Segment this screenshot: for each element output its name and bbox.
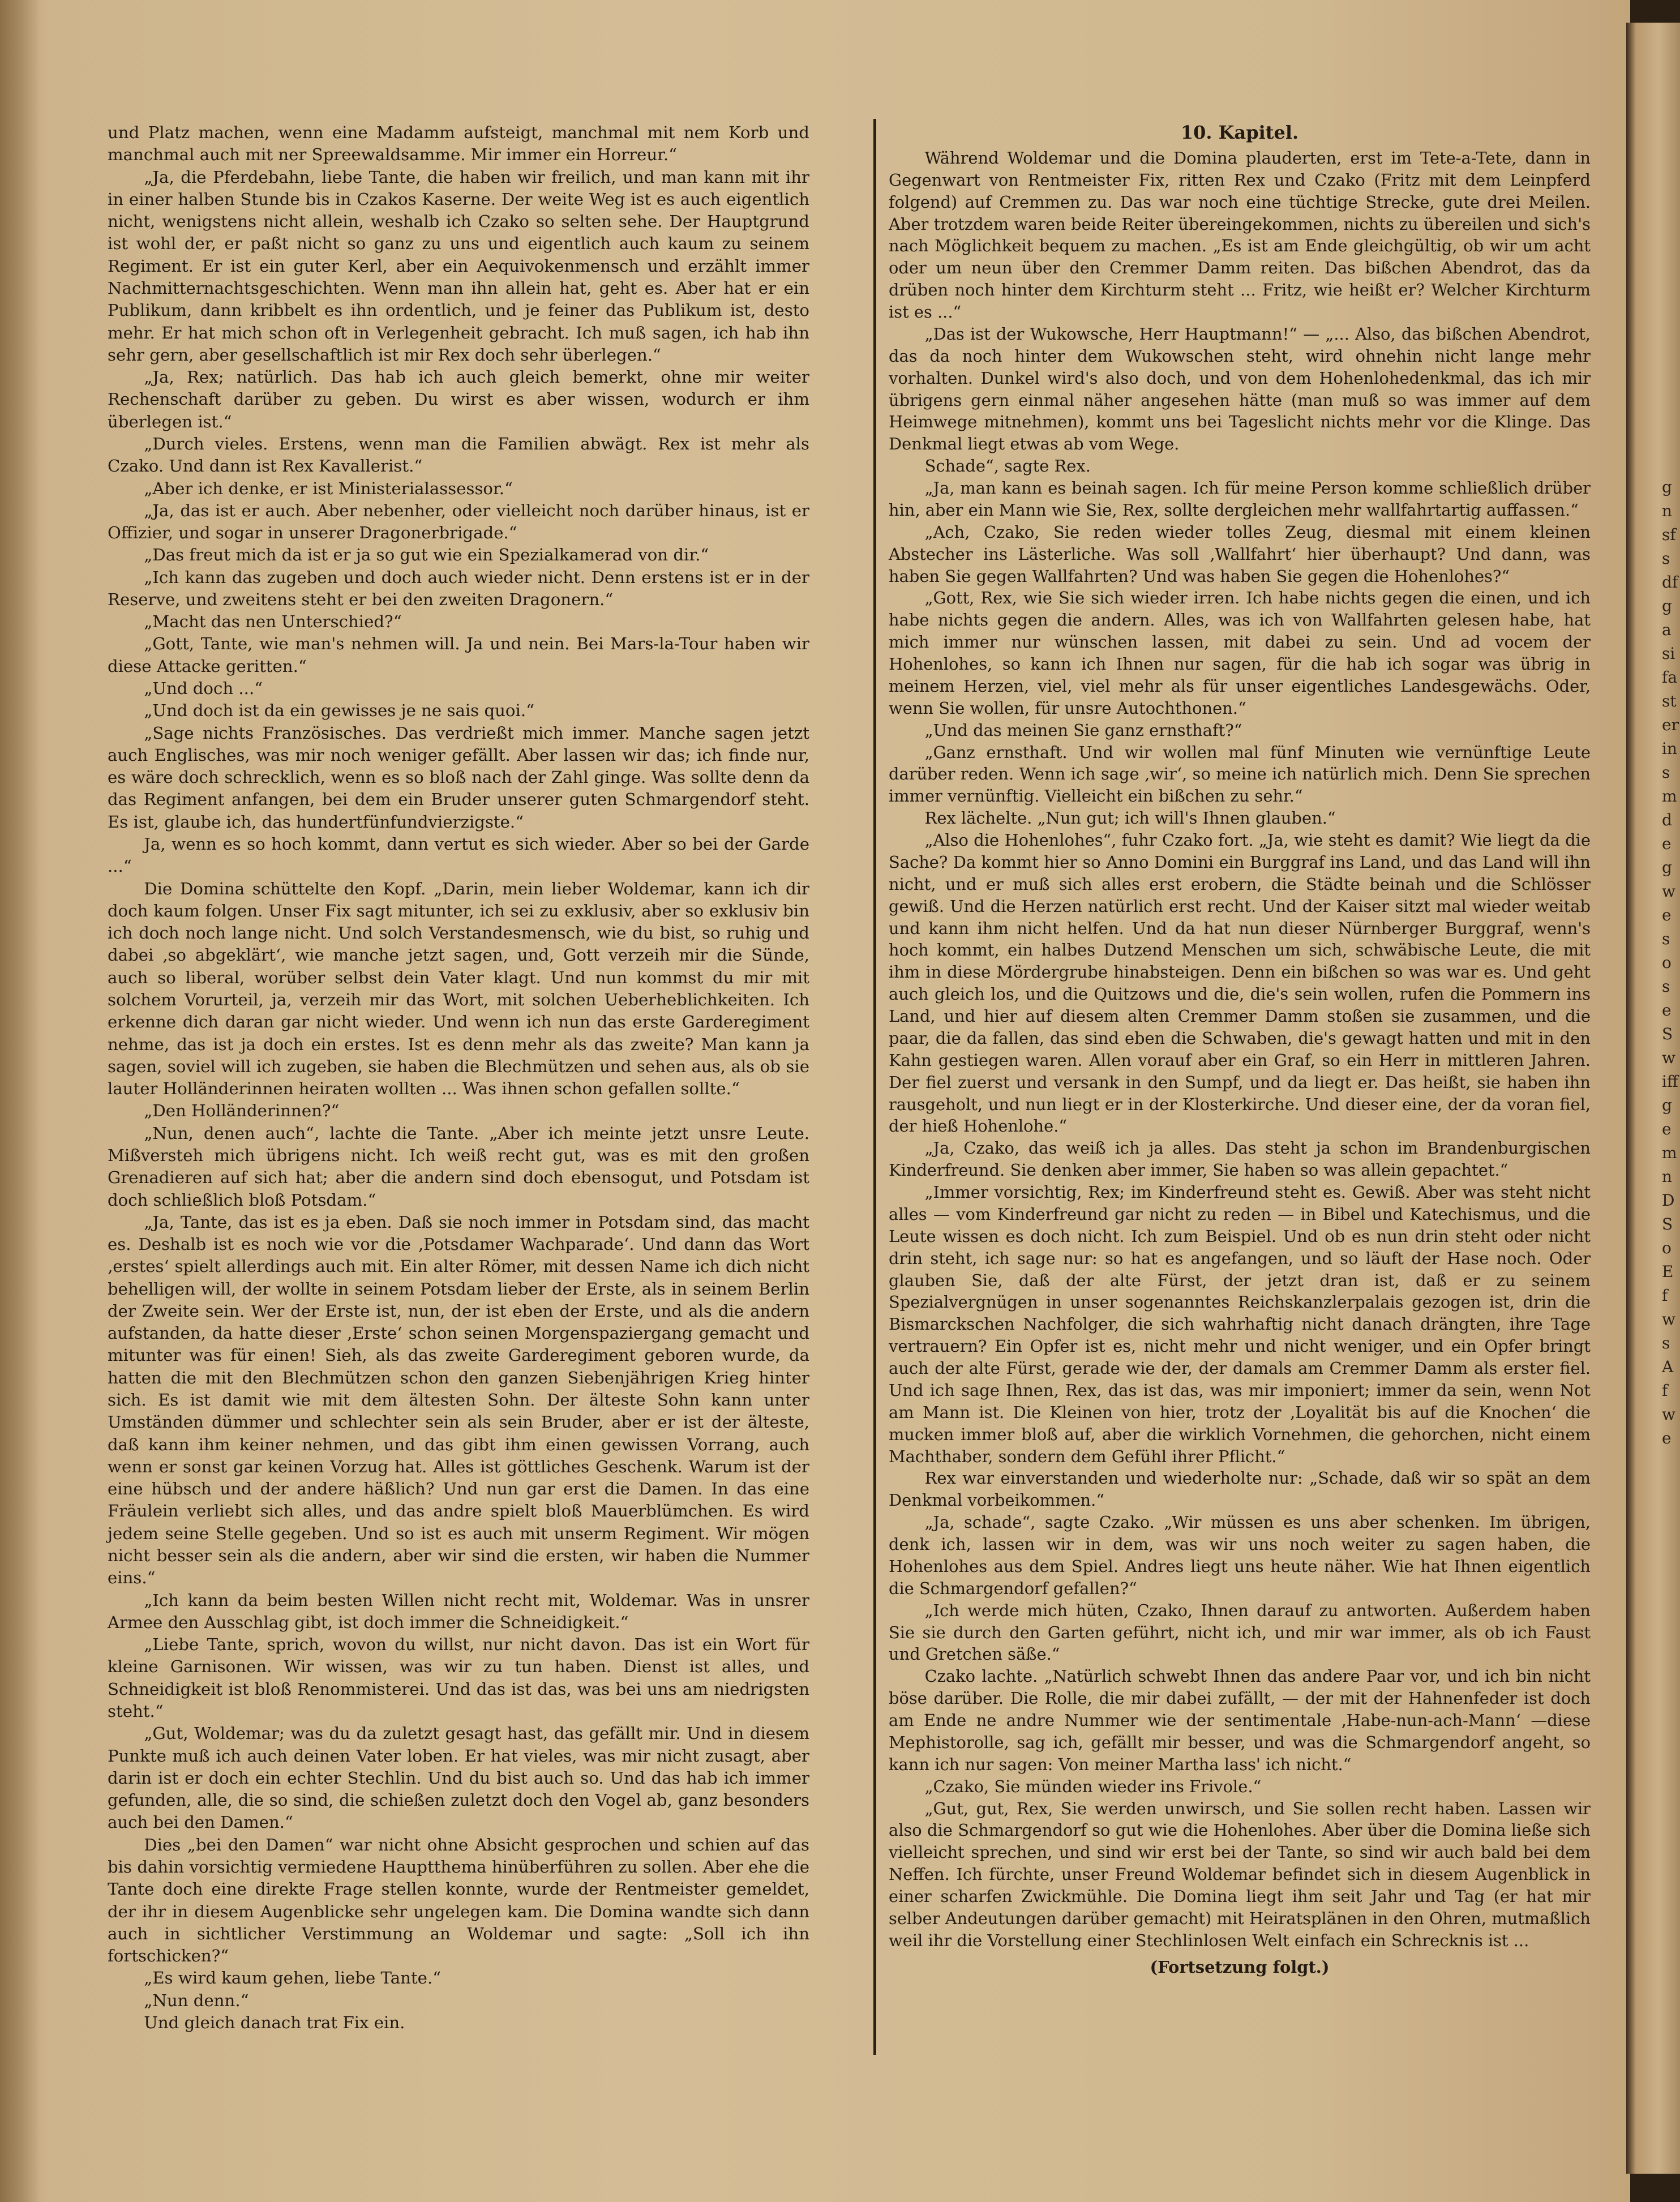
paragraph: Rex war einverstanden und wiederholte nur: „Schade, daß wir so spät an dem Denkmal vorbeikommen.“ (889, 1468, 1591, 1510)
paragraph: „Gott, Tante, wie man's nehmen will. Ja und nein. Bei Mars-la-Tour haben wir diese Attacke geritten.“ (108, 634, 809, 676)
paragraph: „Ja, Tante, das ist es ja eben. Daß sie noch immer in Potsdam sind, das macht es. Deshalb ist es noch wie vor die ‚Potsdamer Wachparade‘. Und dann das Wort ‚erstes‘ spielt allerdings auch mit. Ein alter Römer, mit dessen Name ich dich nicht behelligen will, der wollte in seinem Potsdam lieber der Erste, als in seinem Berlin der Zweite sein. Wer der Erste ist, nun, der ist eben der Erste, und als die andern aufstanden, da hatte dieser ‚Erste‘ schon seinen Morgenspaziergang gemacht und mitunter was für einen! Sieh, als das zweite Garderegiment geboren wurde, da hatten die mit den Blechmützen schon den ganzen Siebenjährigen Krieg hinter sich. Es ist damit wie mit dem ältesten Sohn. Der älteste Sohn kann unter Umständen dümmer und schlechter sein als sein Bruder, aber er ist der älteste, daß kann ihm keiner nehmen, und das gibt ihm einen gewissen Vorrang, auch wenn er sonst gar keinen Vorzug hat. Alles ist göttliches Geschenk. Warum ist der eine hübsch und der andere häßlich? Und nun gar erst die Damen. In das eine Fräulein verliebt sich alles, und das andre spielt bloß Mauerblümchen. Es wird jedem seine Stelle gegeben. Und so ist es auch mit unserm Regiment. Wir mögen nicht besser sein als die andern, aber wir sind die ersten, wir haben die Nummer eins.“ (108, 1212, 809, 1588)
paragraph: Während Woldemar und die Domina plauderten, erst im Tete-a-Tete, dann in Gegenwart von Rentmeister Fix, ritten Rex und Czako (Fritz mit dem Leinpferd folgend) auf Cremmen zu. Das war noch eine tüchtige Strecke, gute drei Meilen. Aber trotzdem waren beide Reiter übereingekommen, nichts zu übereilen und sich's nach Möglichkeit bequem zu machen. „Es ist am Ende gleichgültig, ob wir um acht oder um neun über den Cremmer Damm reiten. Das bißchen Abendrot, das da drüben noch hinter dem Kirchturm steht ... Fritz, wie heißt er? Welcher Kirchturm ist es ...“ (889, 148, 1591, 322)
continuation-note: (Fortsetzung folgt.) (1150, 1957, 1330, 1977)
paragraph: „Und doch ...“ (144, 679, 263, 699)
paragraph: „Czako, Sie münden wieder ins Frivole.“ (924, 1776, 1262, 1796)
paragraph: „Gut, gut, Rex, Sie werden unwirsch, und Sie sollen recht haben. Lassen wir also die Schmargendorf so gut wie die Hohenlohes. Aber über die Domina ließe sich vielleicht sprechen, und sind wir erst bei der Tante, so sind wir auch bald bei dem Neffen. Ich fürchte, unser Freund Woldemar befindet sich in diesem Augenblick in einer scharfen Zwickmühle. Die Domina liegt ihm seit Jahr und Tag (er hat mir selber Andeutungen darüber gemacht) mit Heiratsplänen in den Ohren, mutmaßlich weil ihr die Vorstellung einer Stechlinlosen Welt einfach ein Schrecknis ist ... (889, 1798, 1591, 1950)
paragraph: „Ja, die Pferdebahn, liebe Tante, die haben wir freilich, und man kann mit ihr in einer halben Stunde bis in Czakos Kaserne. Der weite Weg ist es auch eigentlich nicht, wenigstens nicht allein, weshalb ich Czako so selten sehe. Der Hauptgrund ist wohl der, er paßt nicht so ganz zu uns und eigentlich auch kaum zu seinem Regiment. Er ist ein guter Kerl, aber ein Aequivokenmensch und erzählt immer Nachmitternachtsgeschichten. Wenn man ihn allein hat, geht es. Aber hat er ein Publikum, dann kribbelt es ihn ordentlich, und je feiner das Publikum ist, desto mehr. Er hat mich schon oft in Verlegenheit gebracht. Ich muß sagen, ich hab ihn sehr gern, aber gesellschaftlich ist mir Rex doch sehr überlegen.“ (108, 167, 809, 365)
paragraph: „Das ist der Wukowsche, Herr Hauptmann!“ — „... Also, das bißchen Abendrot, das da noch hinter dem Wukowschen steht, wird ohnehin nicht lange mehr vorhalten. Dunkel wird's also doch, und von dem Hohenlohedenkmal, das ich mir übrigens gern einmal näher angesehen hätte (man muß so was immer auf dem Heimwege mitnehmen), kommt uns bei Tageslicht nichts mehr vor die Klinge. Das Denkmal liegt etwas ab vom Wege. (889, 324, 1591, 454)
paragraph: „Ganz ernsthaft. Und wir wollen mal fünf Minuten wie vernünftige Leute darüber reden. Wenn ich sage ‚wir‘, so meine ich natürlich mich. Denn Sie sprechen immer vernünftig. Vielleicht ein bißchen zu sehr.“ (889, 742, 1591, 806)
paragraph: „Nun, denen auch“, lachte die Tante. „Aber ich meinte jetzt unsre Leute. Mißversteh mich übrigens nicht. Ich weiß recht gut, was es mit den großen Grenadieren auf sich hat; aber die andern sind doch ebensogut, und Potsdam ist doch schließlich bloß Potsdam.“ (108, 1123, 809, 1210)
paragraph: „Ja, das ist er auch. Aber nebenher, oder vielleicht noch darüber hinaus, ist er Offizier, und sogar in unserer Dragonerbrigade.“ (108, 500, 809, 543)
paragraph: „Immer vorsichtig, Rex; im Kinderfreund steht es. Gewiß. Aber was steht nicht alles — vom Kinderfreund gar nicht zu reden — in Bibel und Katechismus, und die Leute wissen es doch nicht. Ich zum Beispiel. Und ob es nun drin steht oder nicht drin steht, ich sage nur: so hat es angefangen, und so läuft der Hase noch. Oder glauben Sie, daß der alte Fürst, der jetzt dran ist, daß er zu seinem Spezialvergnügen in unser sogenanntes Reichskanzlerpalais gezogen ist, drin die Bismarckschen Nachfolger, die sich wahrhaftig nicht danach drängten, ihre Tage vertrauern? Ein Opfer ist es, nicht mehr und nicht weniger, und ein Opfer bringt auch der alte Fürst, gerade wie der, der damals am Cremmer Damm als erster fiel. Und ich sage Ihnen, Rex, das ist das, was mir imponiert; immer da sein, wenn Not am Mann ist. Die Kleinen von hier, trotz der ‚Loyalität bis auf die Knochen‘ die mucken immer bloß auf, aber die wirklich Vornehmen, die gehorchen, nicht einem Machthaber, sondern dem Gefühl ihrer Pflicht.“ (889, 1183, 1591, 1466)
paragraph: „Durch vieles. Erstens, wenn man die Familien abwägt. Rex ist mehr als Czako. Und dann ist Rex Kavallerist.“ (108, 434, 809, 476)
paragraph: „Ja, man kann es beinah sagen. Ich für meine Person komme schließlich drüber hin, aber ein Mann wie Sie, Rex, sollte dergleichen mehr wallfahrtartig auffassen.“ (889, 478, 1591, 520)
paragraph: „Und das meinen Sie ganz ernsthaft?“ (924, 720, 1242, 740)
paragraph: Ja, wenn es so hoch kommt, dann vertut es sich wieder. Aber so bei der Garde ...“ (108, 834, 809, 876)
paragraph: „Es wird kaum gehen, liebe Tante.“ (144, 1968, 442, 1988)
paragraph: „Sage nichts Französisches. Das verdrießt mich immer. Manche sagen jetzt auch Englisches, was mir noch weniger gefällt. Aber lassen wir das; ich finde nur, es wäre doch schrecklich, wenn es so bloß nach der Zahl ginge. Was sollte denn da das Regiment anfangen, bei dem ein Bruder unserer guten Schmargendorf steht. Es ist, glaube ich, das hundertfünfundvierzigste.“ (108, 723, 809, 832)
paragraph: „Und doch ist da ein gewisses je ne sais quoi.“ (144, 701, 535, 721)
binding-shadow (0, 0, 40, 2202)
paragraph: „Aber ich denke, er ist Ministerialassessor.“ (144, 478, 513, 498)
paragraph: „Den Holländerinnen?“ (144, 1101, 340, 1121)
right-column (889, 122, 1591, 1978)
paragraph: „Also die Hohenlohes“, fuhr Czako fort. „Ja, wie steht es damit? Wie liegt da die Sache? Da kommt hier so Anno Domini ein Burggraf ins Land, und das Land will ihn nicht, und er muß sich alles erst erobern, die Städte beinah und die Schlösser gewiß. Und die Herzen natürlich erst recht. Und der Kaiser sitzt mal wieder weitab und kann ihm nicht helfen. Und da hat nun dieser Nürnberger Burggraf, wenn's hoch kommt, ein halbes Dutzend Menschen um sich, schwäbische Leute, die mit ihm in diese Mördergrube hinabsteigen. Denn ein bißchen so was war es. Und geht auch gleich los, und die Quitzows und die, die's sein wollen, rufen die Pommern ins Land, und hier auf diesem alten Cremmer Damm stoßen sie zusammen, und die paar, die da fallen, das sind eben die Schwaben, die's gewagt hatten und mit in den Kahn gestiegen waren. Allen vorauf aber ein Graf, so ein Herr in mittleren Jahren. Der fiel zuerst und versank in den Sumpf, und da liegt er. Das heißt, sie haben ihn rausgeholt, und nun liegt er in der Klosterkirche. Und dieser eine, der da voran fiel, der hieß Hohenlohe.“ (889, 830, 1591, 1136)
paragraph: „Liebe Tante, sprich, wovon du willst, nur nicht davon. Das ist ein Wort für kleine Garnisonen. Wir wissen, was wir zu tun haben. Dienst ist alles, und Schneidigkeit ist bloß Renommisterei. Und das ist das, was bei uns am niedrigsten steht.“ (108, 1635, 809, 1721)
paragraph: „Ich kann da beim besten Willen nicht recht mit, Woldemar. Was in unsrer Armee den Ausschlag gibt, ist doch immer die Schneidigkeit.“ (108, 1590, 809, 1632)
paragraph: Rex lächelte. „Nun gut; ich will's Ihnen glauben.“ (924, 808, 1336, 828)
left-column (108, 122, 809, 2034)
paragraph: Und gleich danach trat Fix ein. (144, 2012, 405, 2032)
next-page-edge-text: gnsfsdfgasifasterinsmdegwesoseSwiffgemnDSoEfwsAfwe (1662, 478, 1679, 1447)
paragraph: „Ja, Czako, das weiß ich ja alles. Das steht ja schon im Brandenburgischen Kinderfreund. Sie denken aber immer, Sie haben so was allein gepachtet.“ (889, 1138, 1591, 1180)
paragraph: Die Domina schüttelte den Kopf. „Darin, mein lieber Woldemar, kann ich dir doch kaum folgen. Unser Fix sagt mitunter, ich sei zu exklusiv, aber so exklusiv bin ich doch noch lange nicht. Und solch Verstandesmensch, wie du bist, so ruhig und dabei ‚so abgeklärt‘, wie manche jetzt sagen, und, Gott verzeih mir die Sünde, auch so liberal, worüber selbst dein Vater klagt. Und nun kommst du mir mit solchem Vorurteil, ja, verzeih mir das Wort, mit solchen Ueberheblichkeiten. Ich erkenne dich daran gar nicht wieder. Und wenn ich nun das erste Garderegiment nehme, das ist ja doch ein erstes. Ist es denn mehr als das zweite? Man kann ja sagen, soviel will ich zugeben, sie haben die Blechmützen und sehen aus, als ob sie lauter Holländerinnen heiraten wollten ... Was ihnen schon gefallen sollte.“ (108, 879, 809, 1099)
paragraph: „Ich kann das zugeben und doch auch wieder nicht. Denn erstens ist er in der Reserve, und zweitens steht er bei den zweiten Dragonern.“ (108, 567, 809, 609)
paragraph: „Ich werde mich hüten, Czako, Ihnen darauf zu antworten. Außerdem haben Sie sie durch den Garten geführt, nicht ich, und mir war immer, als ob ich Faust und Gretchen säße.“ (889, 1600, 1591, 1664)
paragraph: Dies „bei den Damen“ war nicht ohne Absicht gesprochen und schien auf das bis dahin vorsichtig vermiedene Hauptthema hinüberführen zu sollen. Aber ehe die Tante doch eine direkte Frage stellen konnte, wurde der Rentmeister gemeldet, der ihr in diesem Augenblicke sehr ungelegen kam. Die Domina wandte sich dann auch in sichtlicher Verstimmung an Woldemar und sagte: „Soll ich ihn fortschicken?“ (108, 1835, 809, 1966)
paragraph: „Das freut mich da ist er ja so gut wie ein Spezialkamerad von dir.“ (144, 545, 709, 565)
next-page-edge (1626, 23, 1680, 2174)
paragraph: „Gut, Woldemar; was du da zuletzt gesagt hast, das gefällt mir. Und in diesem Punkte muß ich auch deinen Vater loben. Er hat vieles, was mir nicht zusagt, aber darin ist er doch ein echter Stechlin. Und du bist auch so. Und das hab ich immer gefunden, alle, die so sind, die schießen zuletzt doch den Vogel ab, ganz besonders auch bei den Damen.“ (108, 1724, 809, 1832)
chapter-title: 10. Kapitel. (1180, 122, 1299, 143)
paragraph: „Macht das nen Unterschied?“ (144, 612, 402, 632)
paragraph: „Ja, schade“, sagte Czako. „Wir müssen es uns aber schenken. Im übrigen, denk ich, lassen wir in dem, was wir uns noch weiter zu sagen haben, die Hohenlohes aus dem Spiel. Andres liegt uns heute näher. Wie hat Ihnen eigentlich die Schmargendorf gefallen?“ (889, 1513, 1591, 1598)
paragraph: Schade“, sagte Rex. (924, 456, 1091, 476)
right-column-body (889, 147, 1591, 1952)
paragraph: „Nun denn.“ (144, 1990, 249, 2010)
column-divider (873, 119, 876, 2055)
paragraph: „Ja, Rex; natürlich. Das hab ich auch gleich bemerkt, ohne mir weiter Rechenschaft darüber zu geben. Du wirst es aber wissen, wodurch er ihm überlegen ist.“ (108, 367, 809, 431)
paragraph: „Gott, Rex, wie Sie sich wieder irren. Ich habe nichts gegen die einen, und ich habe nichts gegen die andern. Alles, was ich von Wallfahrten gelesen habe, hat mich immer nur wünschen lassen, mit dabei zu sein. Und ad vocem der Hohenlohes, so kann ich Ihnen nur sagen, für die hab ich sogar was übrig in meinem Herzen, viel, viel mehr als für unser eigentliches Landesgewächs. Oder, wenn Sie wollen, für unsre Autochthonen.“ (889, 588, 1591, 718)
paragraph: „Ach, Czako, Sie reden wieder tolles Zeug, diesmal mit einem kleinen Abstecher ins Lästerliche. Was soll ‚Wallfahrt‘ hier überhaupt? Und dann, was haben Sie gegen Wallfahrten? Und was haben Sie gegen die Hohenlohes?“ (889, 522, 1591, 586)
paragraph: und Platz machen, wenn eine Madamm aufsteigt, manchmal mit nem Korb und manchmal auch mit ner Spreewaldsamme. Mir immer ein Horreur.“ (108, 123, 809, 165)
paragraph: Czako lachte. „Natürlich schwebt Ihnen das andere Paar vor, und ich bin nicht böse darüber. Die Rolle, die mir dabei zufällt, — der mit der Hahnenfeder ist doch am Ende ne andre Nummer wie der sentimentale ‚Habe-nun-ach-Mann‘ —diese Mephistorolle, sag ich, gefällt mir besser, und was die Schmargendorf angeht, so kann ich nur sagen: Von meiner Martha lass' ich nicht.“ (889, 1667, 1591, 1774)
